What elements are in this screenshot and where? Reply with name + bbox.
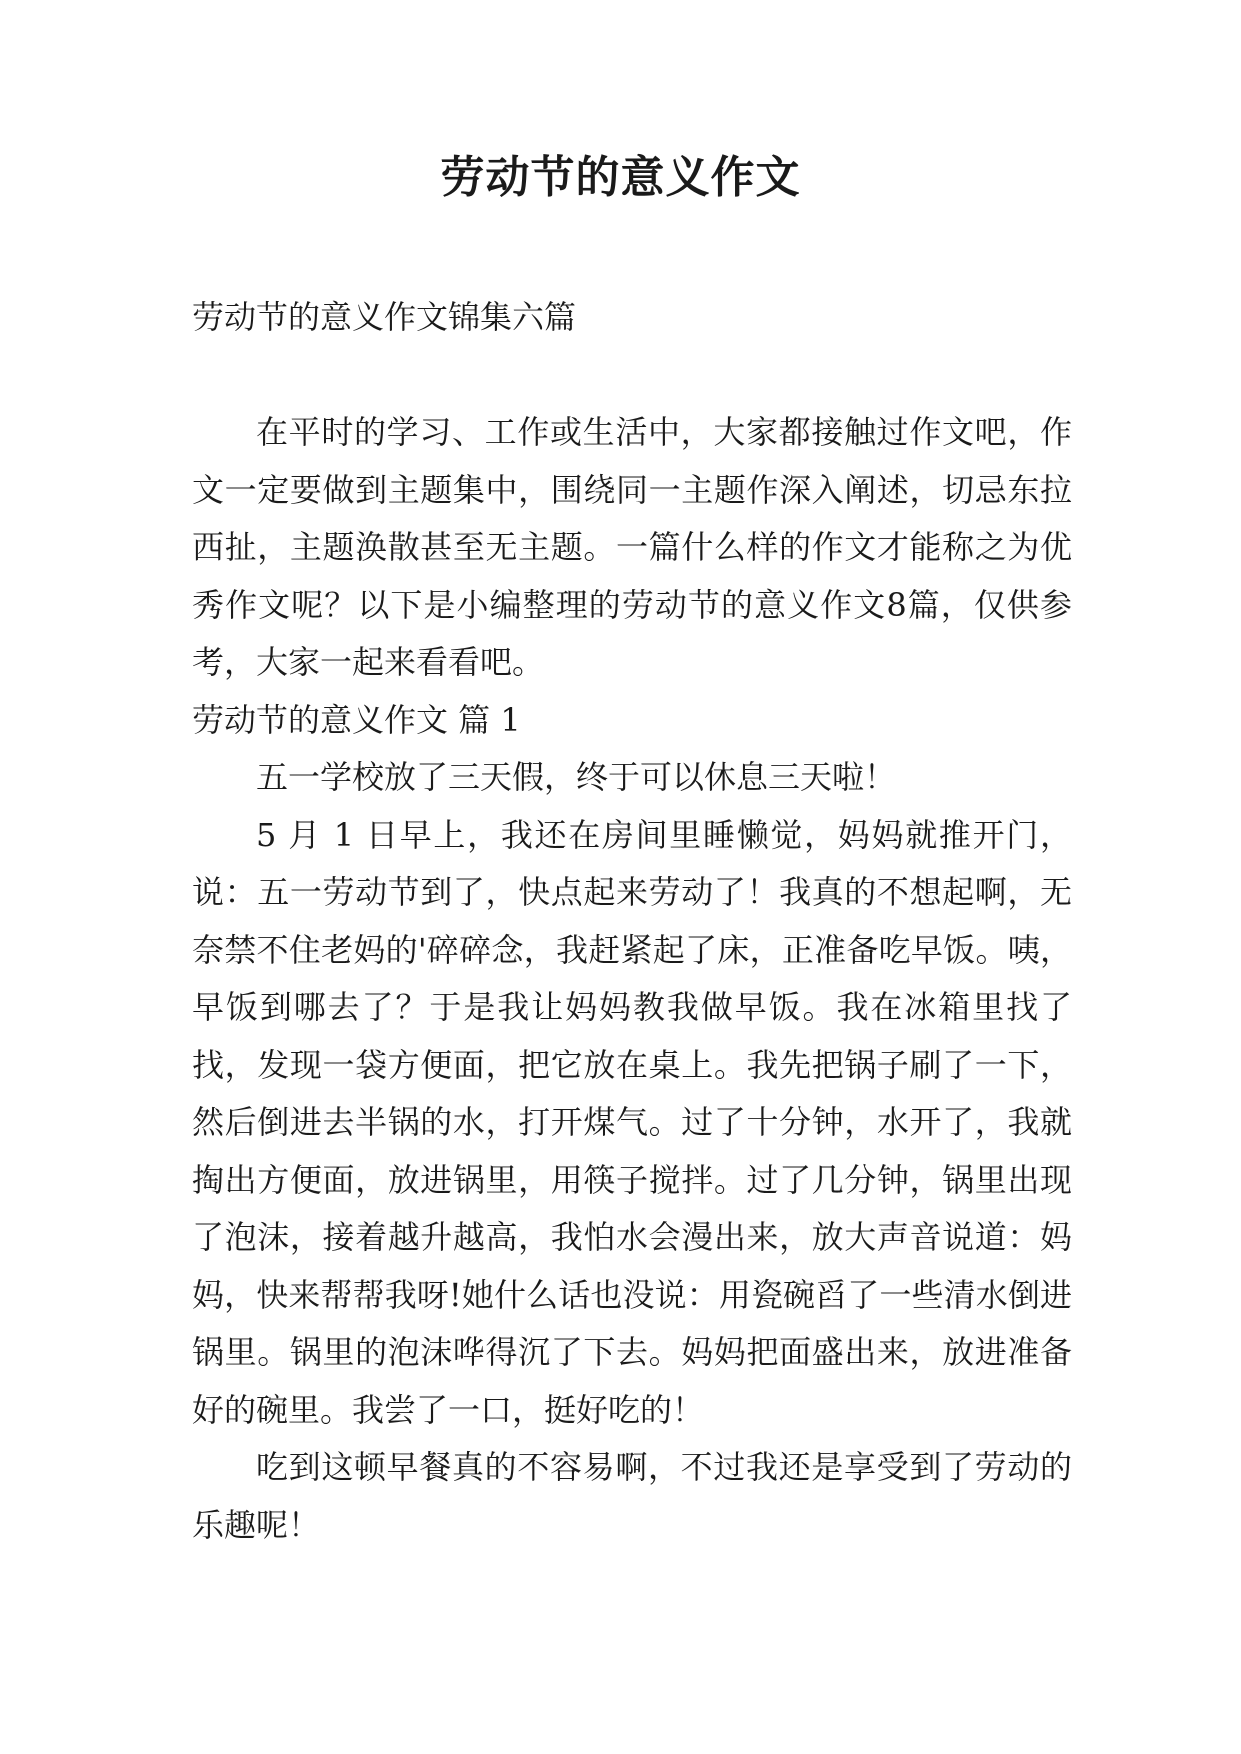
document-body — [192, 288, 1072, 1554]
body-paragraph: 五一学校放了三天假，终于可以休息三天啦！ — [256, 758, 897, 796]
body-paragraph: 吃到这顿早餐真的不容易啊，不过我还是享受到了劳动的乐趣呢！ — [192, 1448, 1072, 1544]
body-paragraph: 5 月 1 日早上，我还在房间里睡懒觉，妈妈就推开门，说：五一劳动节到了，快点起来劳动了！我真的不想起啊，无奈禁不住老妈的'碎碎念，我赶紧起了床，正准备吃早饭。咦，早饭到哪去了？于是我让妈妈教我做早饭。我在冰箱里找了找，发现一袋方便面，把它放在桌上。我先把锅子刷了一下，然后倒进去半锅的水，打开煤气。过了十分钟，水开了，我就掏出方便面，放进锅里，用筷子搅拌。过了几分钟，锅里出现了泡沫，接着越升越高，我怕水会漫出来，放大声音说道：妈妈，快来帮帮我呀!她什么话也没说：用瓷碗舀了一些清水倒进锅里。锅里的泡沫哗得沉了下去。妈妈把面盛出来，放进准备好的碗里。我尝了一口，挺好吃的！ — [192, 815, 1072, 1429]
document-subtitle: 劳动节的意义作文锦集六篇 — [192, 298, 577, 336]
blank-line — [192, 346, 1072, 404]
document-title: 劳动节的意义作文 — [440, 152, 801, 203]
section-heading: 劳动节的意义作文 篇 1 — [192, 700, 521, 739]
intro-paragraph: 在平时的学习、工作或生活中，大家都接触过作文吧，作文一定要做到主题集中，围绕同一主题作深入阐述，切忌东拉西扯，主题涣散甚至无主题。一篇什么样的作文才能称之为优秀作文呢？以下是小编整理的劳动节的意义作文8篇，仅供参考，大家一起来看看吧。 — [192, 413, 1072, 681]
